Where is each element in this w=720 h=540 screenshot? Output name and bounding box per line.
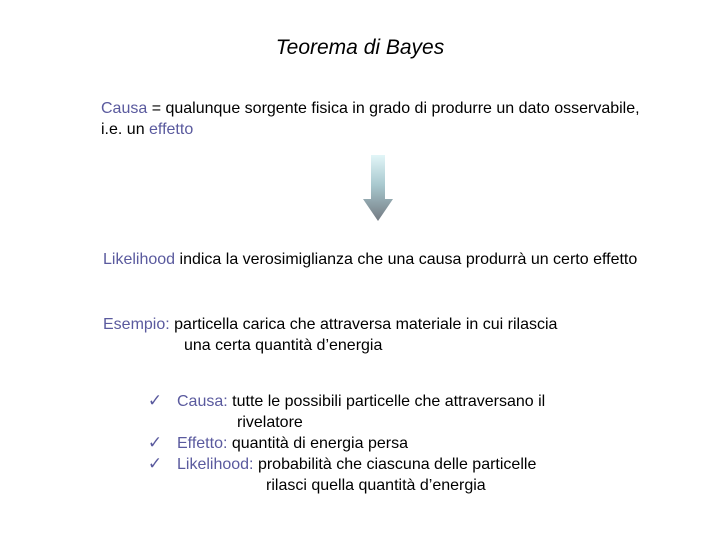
example-term: Esempio: bbox=[103, 316, 170, 333]
checkmark-icon: ✓ bbox=[147, 391, 163, 411]
bullet-cause bbox=[145, 391, 665, 433]
cause-term: Causa bbox=[101, 100, 148, 117]
bullet-text: quantità di energia persa bbox=[227, 435, 408, 452]
bullet-continuation: rilasci quella quantità d’energia bbox=[266, 477, 486, 494]
likelihood-definition-text: indica la verosimiglianza che una causa produrrà un certo effetto bbox=[175, 251, 638, 268]
bullet-effect bbox=[145, 433, 665, 454]
bullet-term: Effetto: bbox=[177, 435, 228, 452]
bullet-likelihood bbox=[145, 454, 665, 496]
bullet-continuation: rivelatore bbox=[237, 414, 303, 431]
example-paragraph bbox=[103, 314, 683, 356]
down-arrow-icon bbox=[363, 155, 393, 221]
bullet-term: Causa: bbox=[177, 393, 228, 410]
checkmark-icon: ✓ bbox=[147, 433, 163, 453]
bullet-text: tutte le possibili particelle che attraversano il bbox=[227, 393, 546, 410]
bullet-text: probabilità che ciascuna delle particelle bbox=[253, 456, 537, 473]
effect-term: effetto bbox=[149, 121, 194, 138]
likelihood-definition bbox=[103, 249, 683, 270]
checkmark-icon: ✓ bbox=[147, 454, 163, 474]
page-title: Teorema di Bayes bbox=[275, 36, 445, 59]
bullet-term: Likelihood: bbox=[177, 456, 254, 473]
cause-definition-text: = qualunque sorgente fisica in grado di produrre un dato osservabile, i.e. un bbox=[101, 100, 640, 138]
likelihood-term: Likelihood bbox=[103, 251, 176, 268]
example-bullet-list bbox=[145, 391, 665, 496]
cause-definition bbox=[101, 98, 661, 140]
example-line-1: particella carica che attraversa materiale in cui rilascia bbox=[169, 316, 558, 333]
example-line-2: una certa quantità d’energia bbox=[184, 337, 383, 354]
